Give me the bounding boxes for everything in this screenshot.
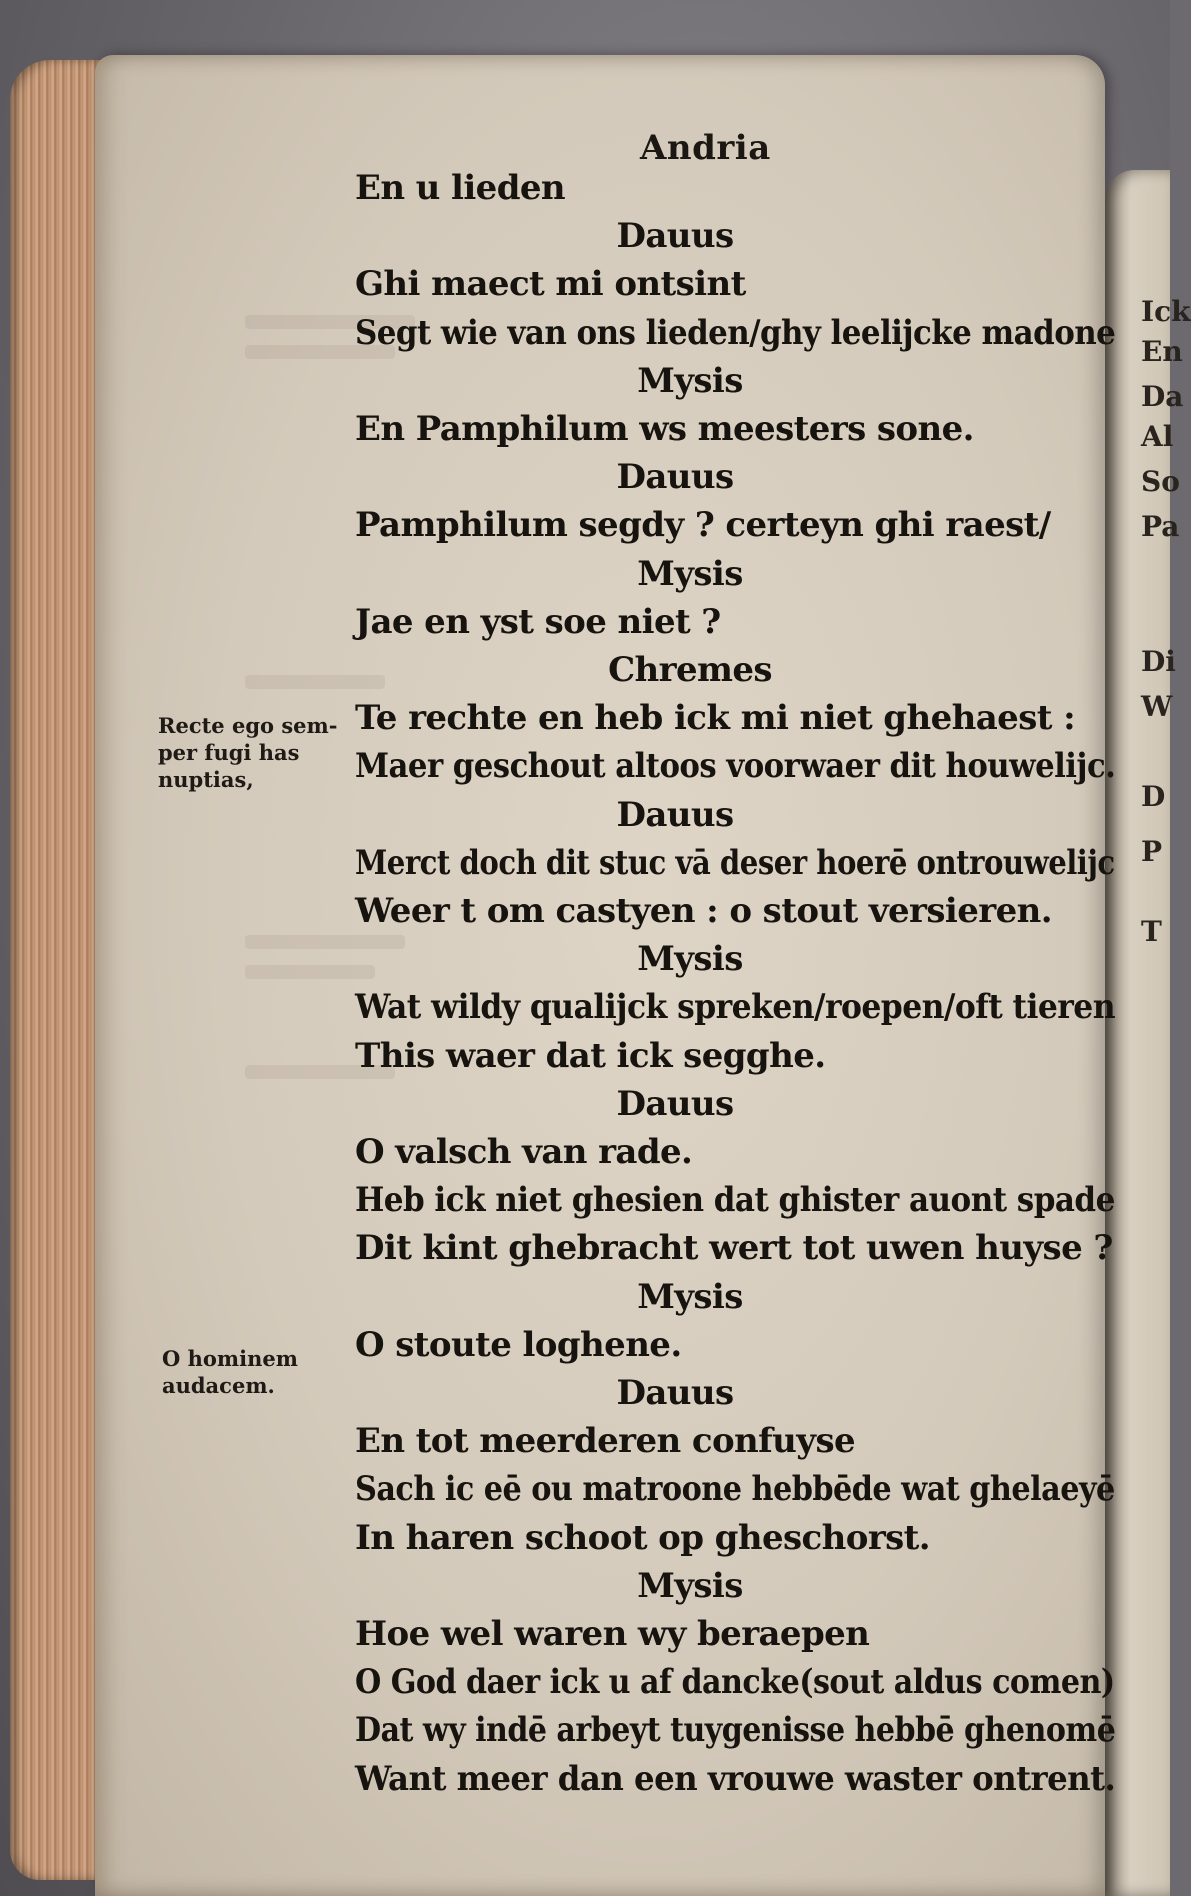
verse-line: Heb ick niet ghesien dat ghister auont spade [355,1180,1115,1221]
margin-note-line: per fugi has [158,740,300,765]
verse-line: Dat wy indē arbeyt tuygenisse hebbē ghenomē [355,1710,1116,1751]
verse-line: In haren schoot op gheschorst. [355,1517,931,1558]
speaker-name: Dauus [616,1373,734,1413]
verse-line: En u lieden [355,168,566,208]
margin-note [162,1345,298,1399]
facing-page-fragment: P [1141,835,1163,868]
margin-note-line: O hominem [162,1346,298,1371]
verse-line: Pamphilum segdy ? certeyn ghi raest/ [355,505,1051,546]
verse-line: Ghi maect mi ontsint [355,264,746,305]
verse-line: En Pamphilum ws meesters sone. [355,409,974,449]
speaker-name: Mysis [637,360,743,401]
verse-line: This waer dat ick segghe. [355,1035,826,1076]
facing-page-fragment: En [1141,335,1183,368]
speaker-name: Dauus [616,794,734,835]
verse-line: Merct doch dit stuc vā deser hoerē ontrouwelijc [355,842,1115,883]
facing-page-fragment: W [1141,690,1173,723]
margin-note-line: Recte ego sem- [158,713,338,738]
verse-line: Weer t om castyen : o stout versieren. [355,891,1052,931]
verse-line: Maer geschout altoos voorwaer dit houwelijc. [355,746,1116,787]
verse-line: Jae en yst soe niet ? [355,601,721,642]
verse-line: Dit kint ghebracht wert tot uwen huyse ? [355,1228,1113,1269]
facing-page-fragment: So [1141,465,1180,498]
facing-page-fragment: Al [1141,420,1174,453]
running-head: Andria [640,128,771,168]
facing-page-fragment: D [1141,780,1166,813]
speaker-name: Mysis [637,939,743,980]
verse-line: Wat wildy qualijck spreken/roepen/oft tieren [355,987,1116,1028]
verse-line: O valsch van rade. [355,1132,693,1172]
margin-note-line: nuptias, [158,767,254,792]
verse-line: En tot meerderen confuyse [355,1421,856,1462]
verse-line: Sach ic eē ou matroone hebbēde wat ghelaeyē [355,1469,1115,1510]
speaker-name: Dauus [616,216,734,257]
margin-note-line: audacem. [162,1373,275,1398]
verse-line: Segt wie van ons lieden/ghy leelijcke madone [355,312,1116,353]
verse-line: Hoe wel waren wy beraepen [355,1614,870,1654]
facing-page-fragment: Di [1141,645,1176,678]
facing-page-fragment: Ick [1141,295,1191,328]
facing-page-fragment: Da [1141,380,1184,413]
speaker-name: Mysis [637,1276,743,1317]
speaker-name: Chremes [608,650,772,690]
verse-line: O God daer ick u af dancke(sout aldus comen) [355,1662,1115,1703]
facing-page-fragment: Pa [1141,510,1180,543]
verse-line: Want meer dan een vrouwe waster ontrent. [355,1758,1116,1799]
speaker-name: Dauus [616,457,734,498]
verse-line: O stoute loghene. [355,1324,682,1365]
speaker-name: Dauus [616,1083,734,1124]
speaker-name: Mysis [637,1565,743,1606]
margin-note [158,712,337,793]
speaker-name: Mysis [637,553,743,594]
facing-page-fragment: T [1141,915,1162,948]
verse-line: Te rechte en heb ick mi niet ghehaest : [355,698,1076,739]
